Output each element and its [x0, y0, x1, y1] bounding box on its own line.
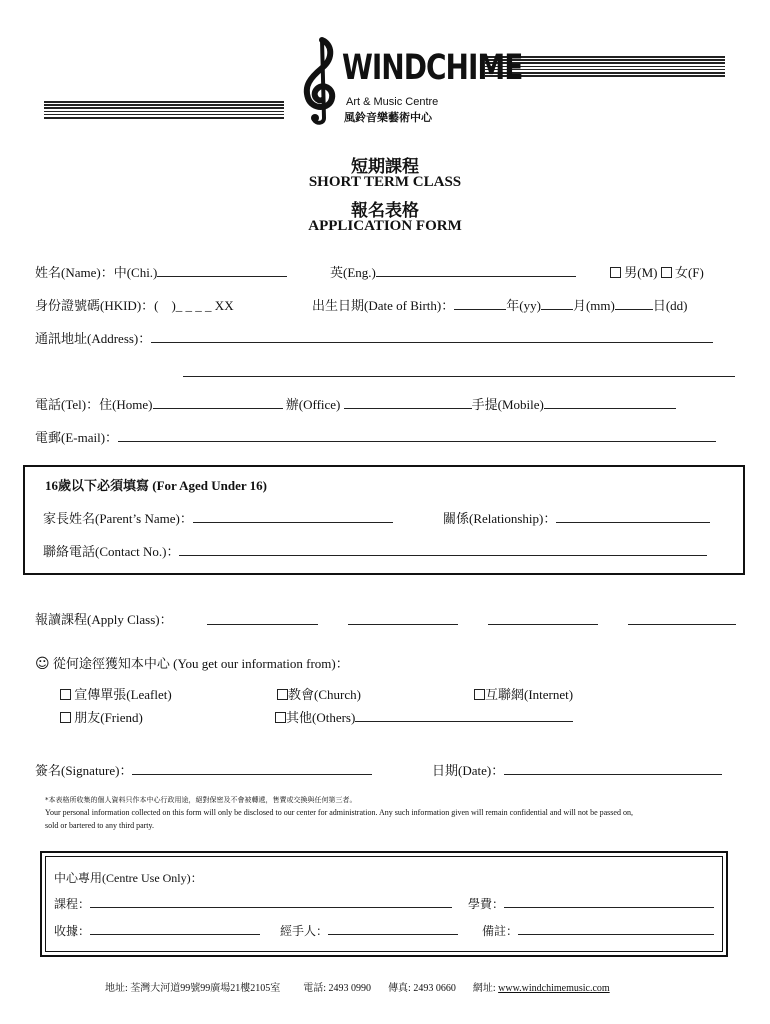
name-eng-field[interactable]: [376, 264, 576, 277]
receipt-row: [54, 922, 260, 939]
tel-row: [35, 394, 676, 413]
fee-label: 學費：: [468, 897, 505, 911]
apply-class-field-1[interactable]: [207, 624, 318, 625]
address-label: 通訊地址(Address)：: [35, 331, 152, 346]
tel-office-label: 辦(Office): [285, 397, 341, 412]
relationship-row: [443, 508, 710, 527]
apply-class-label: 報讀課程(Apply Class)：: [35, 612, 173, 627]
name-chi-label: 姓名(Name)：中(Chi.): [35, 265, 158, 280]
dob-month-field[interactable]: [541, 297, 573, 310]
handler-label: 經手人：: [280, 924, 329, 938]
footer-address: 地址: 荃灣大河道99號99廣場21樓2105室: [105, 983, 281, 994]
name-chi-field[interactable]: [157, 264, 287, 277]
friend-checkbox[interactable]: [60, 712, 71, 723]
footer-web-link[interactable]: www.windchimemusic.com: [498, 983, 610, 994]
handler-field[interactable]: [328, 922, 458, 935]
relationship-field[interactable]: [556, 510, 710, 523]
contact-row: [43, 541, 707, 560]
logo-sub-en: Art & Music Centre: [346, 96, 439, 108]
contact-label: 聯絡電話(Contact No.)：: [43, 544, 180, 559]
leaflet-label: 宣傳單張(Leaflet): [74, 687, 172, 702]
others-option: [275, 707, 573, 726]
dob-dd-label: 日(dd): [652, 298, 688, 313]
receipt-label: 收據：: [54, 924, 91, 938]
internet-option: [474, 684, 573, 703]
female-label: 女(F): [674, 265, 704, 280]
title-en-application: APPLICATION FORM: [308, 218, 462, 234]
decor-lines-left: [44, 101, 284, 120]
centre-use-heading: 中心專用(Centre Use Only)：: [54, 871, 203, 885]
tel-home-label: 電話(Tel)：住(Home): [35, 397, 153, 412]
tel-home-field[interactable]: [153, 396, 283, 409]
name-row: [35, 262, 287, 281]
title-en-short-term: SHORT TERM CLASS: [308, 174, 462, 190]
address-field-1[interactable]: [151, 330, 713, 343]
course-field[interactable]: [90, 895, 452, 908]
footer-tel: 電話: 2493 0990: [303, 983, 372, 994]
title-cn-application: 報名表格: [351, 201, 419, 221]
dob-row: [312, 295, 688, 314]
title-cn-short-term: 短期課程: [351, 157, 419, 177]
male-label: 男(M): [624, 265, 658, 280]
logo: [298, 36, 523, 126]
signature-field[interactable]: [132, 762, 372, 775]
privacy-notice-cn: *本表格所收集的個人資料只作本中心行政用途，絕對保密及不會被轉遞，售賣或交換與任何第三者。: [45, 796, 357, 804]
address-field-2[interactable]: [183, 376, 735, 377]
male-checkbox[interactable]: [610, 267, 621, 278]
footer-fax: 傳真: 2493 0660: [388, 983, 456, 994]
gender-row: [610, 262, 704, 281]
parent-name-field[interactable]: [193, 510, 393, 523]
church-option: [277, 684, 361, 703]
friend-label: 朋友(Friend): [74, 710, 143, 725]
relationship-label: 關係(Relationship)：: [443, 511, 557, 526]
handler-row: [280, 922, 458, 939]
remarks-label: 備註：: [482, 924, 519, 938]
centre-use-section: [40, 851, 728, 957]
signature-label: 簽名(Signature)：: [35, 763, 133, 778]
dob-mm-label: 月(mm): [572, 298, 615, 313]
name-eng-row: [330, 262, 576, 281]
female-checkbox[interactable]: [661, 267, 672, 278]
leaflet-checkbox[interactable]: [60, 689, 71, 700]
church-checkbox[interactable]: [277, 689, 288, 700]
course-row: [54, 895, 452, 912]
remarks-row: [482, 922, 714, 939]
treble-clef-icon: [298, 36, 342, 126]
dob-day-field[interactable]: [615, 297, 653, 310]
receipt-field[interactable]: [90, 922, 260, 935]
date-row: [432, 760, 722, 779]
under16-heading: 16歲以下必須填寫 (For Aged Under 16): [45, 478, 267, 493]
fee-field[interactable]: [504, 895, 714, 908]
name-eng-label: 英(Eng.): [330, 265, 376, 280]
email-label: 電郵(E-mail)：: [35, 430, 119, 445]
email-field[interactable]: [118, 429, 716, 442]
tel-mobile-label: 手提(Mobile): [471, 397, 544, 412]
fee-row: [468, 895, 714, 912]
footer: [105, 979, 610, 994]
footer-web-label: 網址:: [472, 983, 496, 994]
leaflet-option: [60, 684, 172, 703]
email-row: [35, 427, 716, 446]
under16-section: [23, 465, 745, 575]
apply-class-field-2[interactable]: [348, 624, 458, 625]
others-field[interactable]: [355, 709, 573, 722]
address-row: [35, 328, 713, 347]
smiley-icon: ☺: [35, 656, 50, 672]
hkid-label: 身份證號碼(HKID)：( )_ _ _ _ XX: [35, 298, 234, 313]
logo-brand: WINDCHIME: [342, 46, 523, 88]
apply-class-row: [35, 609, 173, 628]
parent-row: [43, 508, 393, 527]
logo-sub-cn: 風鈴音樂藝術中心: [344, 111, 432, 124]
friend-option: [60, 707, 143, 726]
contact-field[interactable]: [179, 543, 707, 556]
signature-row: [35, 760, 372, 779]
info-source-question: 從何途徑獲知本中心 (You get our information from)：: [52, 656, 349, 671]
others-checkbox[interactable]: [275, 712, 286, 723]
internet-label: 互聯網(Internet): [485, 687, 574, 702]
privacy-notice-en-1: Your personal information collected on this form will only be disclosed to our center for administration. Any such information given will remain confidential and will not be passed on,: [45, 808, 633, 817]
others-label: 其他(Others): [286, 710, 356, 725]
date-label: 日期(Date)：: [432, 763, 505, 778]
info-source-row: [35, 653, 349, 672]
tel-office-field[interactable]: [344, 396, 472, 409]
hkid-row: [35, 295, 234, 314]
dob-yy-label: 年(yy): [506, 298, 541, 313]
apply-class-field-3[interactable]: [488, 624, 598, 625]
date-field[interactable]: [504, 762, 722, 775]
course-label: 課程：: [54, 897, 91, 911]
internet-checkbox[interactable]: [474, 689, 485, 700]
dob-year-field[interactable]: [454, 297, 506, 310]
parent-name-label: 家長姓名(Parent’s Name)：: [43, 511, 193, 526]
remarks-field[interactable]: [518, 922, 714, 935]
privacy-notice-en-2: sold or bartered to any third party.: [45, 821, 155, 830]
tel-mobile-field[interactable]: [544, 396, 676, 409]
apply-class-field-4[interactable]: [628, 624, 736, 625]
dob-label: 出生日期(Date of Birth)：: [312, 298, 455, 313]
church-label: 教會(Church): [288, 687, 361, 702]
